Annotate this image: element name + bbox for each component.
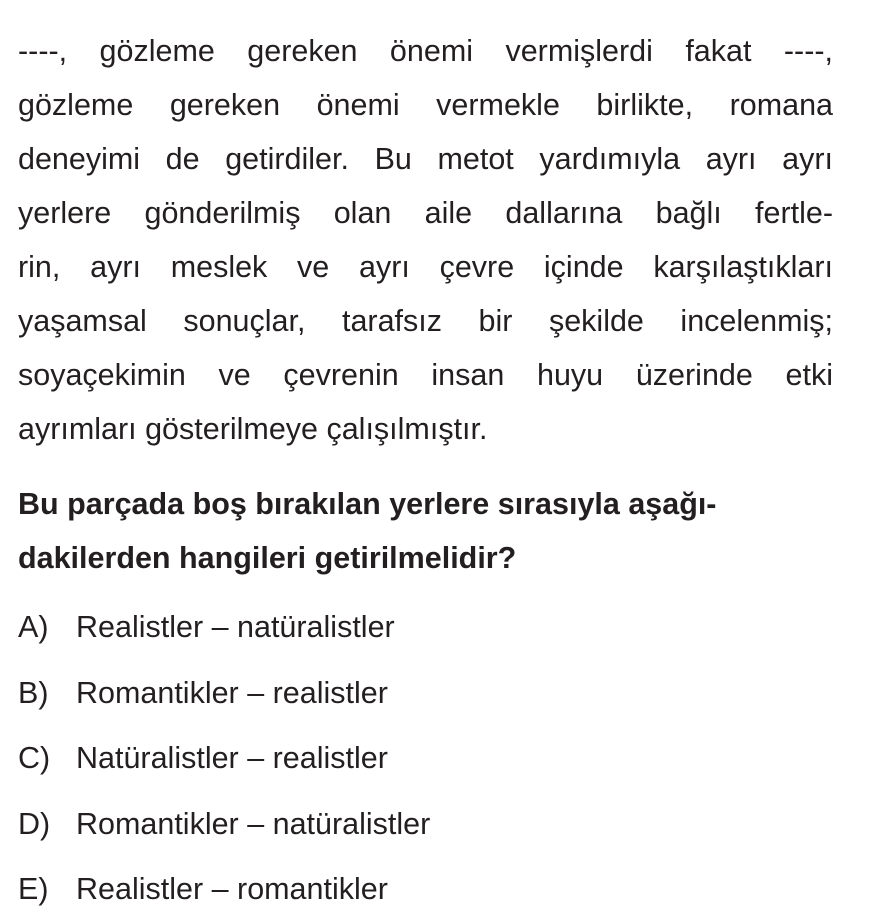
passage-line: yerlere gönderilmiş olan aile dallarına bağlı fertle- [18, 196, 833, 230]
passage-line: gözleme gereken önemi vermekle birlikte, romana [18, 88, 833, 122]
option-text: Romantikler – realistler [76, 675, 388, 710]
option-text: Realistler – natüralistler [76, 610, 395, 645]
option-b[interactable] [18, 661, 833, 727]
passage-line: rin, ayrı meslek ve ayrı çevre içinde karşılaştıkları [18, 250, 833, 284]
passage-line: soyaçekimin ve çevrenin insan huyu üzerinde etki [18, 358, 833, 392]
option-letter: B) [18, 675, 49, 710]
question-stem [18, 477, 833, 585]
option-letter: E) [18, 872, 49, 907]
passage-line: ----, gözleme gereken önemi vermişlerdi fakat ----, [18, 34, 833, 68]
option-text: Romantikler – natüralistler [76, 806, 431, 841]
question-page [18, 24, 833, 923]
option-e[interactable] [18, 857, 833, 923]
option-c[interactable] [18, 726, 833, 792]
option-letter: A) [18, 610, 49, 645]
passage-line: deneyimi de getirdiler. Bu metot yardımıyla ayrı ayrı [18, 142, 833, 176]
option-text: Realistler – romantikler [76, 872, 388, 907]
answer-options [18, 595, 833, 923]
option-a[interactable] [18, 595, 833, 661]
question-line: Bu parçada boş bırakılan yerlere sırasıyla aşağı- [18, 487, 717, 521]
option-text: Natüralistler – realistler [76, 741, 388, 776]
question-line: dakilerden hangileri getirilmelidir? [18, 541, 517, 575]
option-letter: D) [18, 806, 51, 841]
option-d[interactable] [18, 792, 833, 858]
option-letter: C) [18, 741, 51, 776]
passage-line: ayrımları gösterilmeye çalışılmıştır. [18, 412, 488, 446]
passage-text [18, 24, 833, 456]
passage-line: yaşamsal sonuçlar, tarafsız bir şekilde incelenmiş; [18, 304, 833, 338]
